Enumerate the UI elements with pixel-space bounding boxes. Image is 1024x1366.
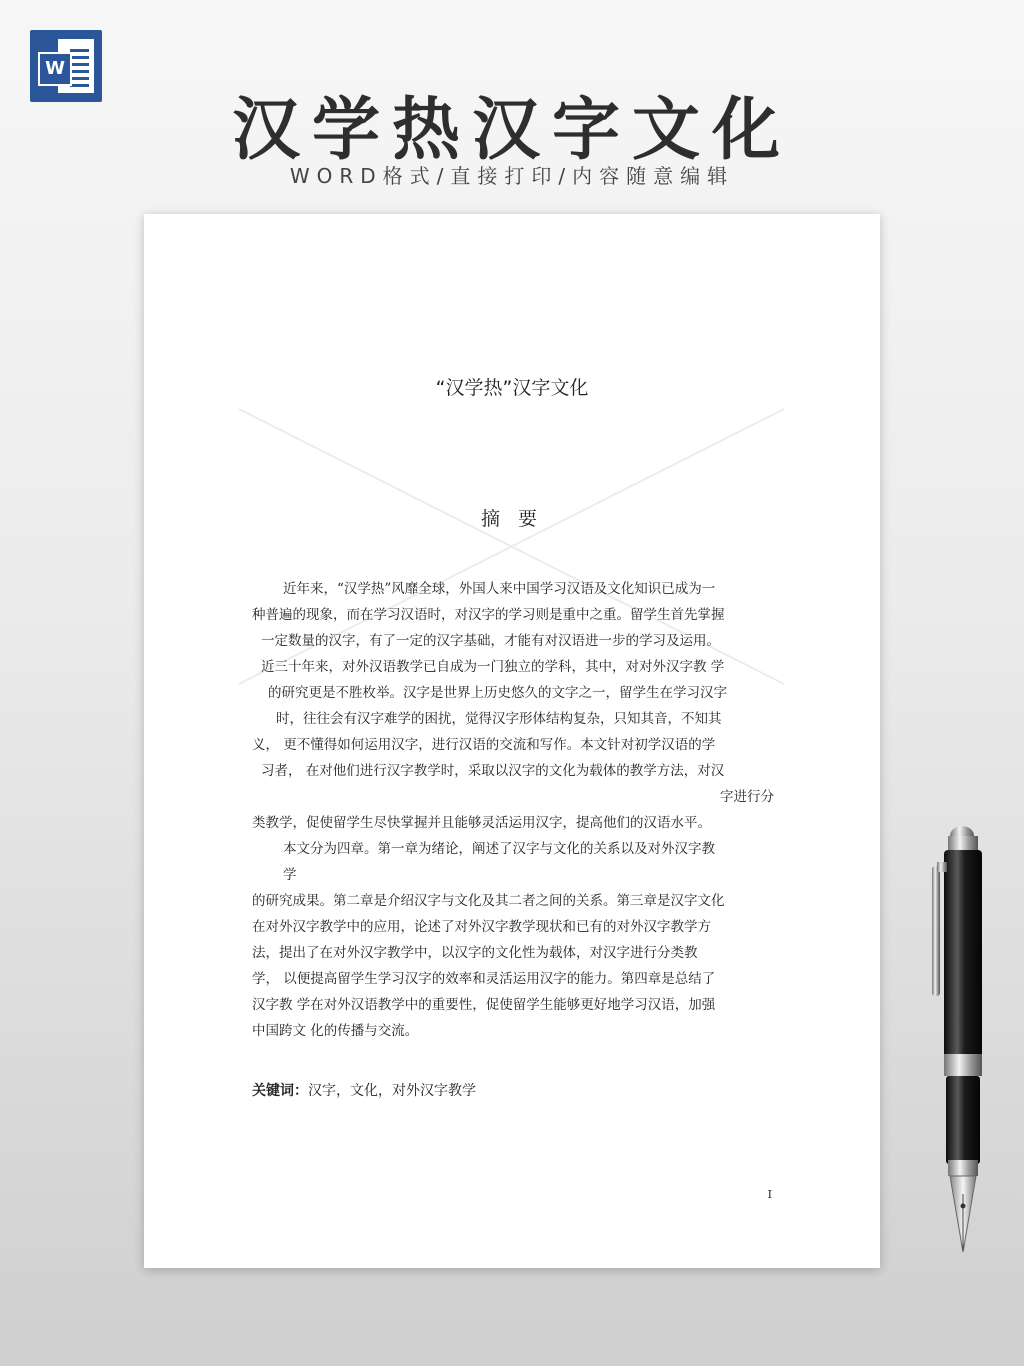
text-line: 法，提出了在对外汉字教学中，以汉字的文化性为载体，对汉字进行分类教 — [252, 945, 698, 961]
abstract-body — [252, 576, 774, 1044]
abstract-heading: 摘 要 — [480, 508, 544, 530]
banner-title: 汉学热汉字文化 — [231, 91, 792, 170]
document-page — [144, 214, 880, 1268]
text-line: 习者， 在对他们进行汉字教学时，采取以汉字的文化为载体的教学方法，对汉 — [261, 763, 725, 779]
text-line: 一定数量的汉字，有了一定的汉字基础，才能有对汉语进一步的学习及运用。 — [261, 633, 720, 649]
keywords-label: 关键词： — [252, 1083, 308, 1099]
text-line: 义， 更不懂得如何运用汉字，进行汉语的交流和写作。本文针对初学汉语的学 — [252, 737, 716, 753]
document-title: “汉学热”汉字文化 — [435, 377, 589, 399]
text-line: 时，往往会有汉字难学的困扰，觉得汉字形体结构复杂，只知其音，不知其 — [276, 711, 722, 727]
text-line: 的研究更是不胜枚举。汉字是世界上历史悠久的文字之一，留学生在学习汉字 — [268, 685, 727, 701]
banner-subtitle: WORD格式/直接打印/内容随意编辑 — [289, 164, 735, 188]
text-line: 本文分为四章。第一章为绪论，阐述了汉字与文化的关系以及对外汉字教 — [283, 841, 715, 857]
word-logo-letter: W — [38, 52, 72, 86]
fountain-pen-icon — [924, 822, 1004, 1262]
text-line: 学 — [283, 867, 297, 883]
text-line: 在对外汉字教学中的应用，论述了对外汉字教学现状和已有的对外汉字教学方 — [252, 919, 711, 935]
page-number: I — [767, 1188, 772, 1201]
keywords-value: 汉字，文化，对外汉字教学 — [308, 1083, 476, 1099]
text-line: 类教学，促使留学生尽快掌握并且能够灵活运用汉字，提高他们的汉语水平。 — [252, 815, 711, 831]
text-line: 学， 以便提高留学生学习汉字的效率和灵活运用汉字的能力。第四章是总结了 — [252, 971, 716, 987]
text-line: 汉字教 学在对外汉语教学中的重要性，促使留学生能够更好地学习汉语，加强 — [252, 997, 716, 1013]
text-line: 中国跨文 化的传播与交流。 — [252, 1023, 419, 1039]
text-line: 近年来，“汉学热”风靡全球，外国人来中国学习汉语及文化知识已成为一 — [283, 581, 716, 597]
text-line: 种普遍的现象，而在学习汉语时，对汉字的学习则是重中之重。留学生首先掌握 — [252, 607, 725, 623]
text-line: 的研究成果。第二章是介绍汉字与文化及其二者之间的关系。第三章是汉字文化 — [252, 893, 725, 909]
keywords — [252, 1080, 476, 1100]
text-line: 字进行分 — [720, 789, 774, 805]
text-line: 近三十年来，对外汉语教学已自成为一门独立的学科，其中，对对外汉字教 学 — [261, 659, 725, 675]
